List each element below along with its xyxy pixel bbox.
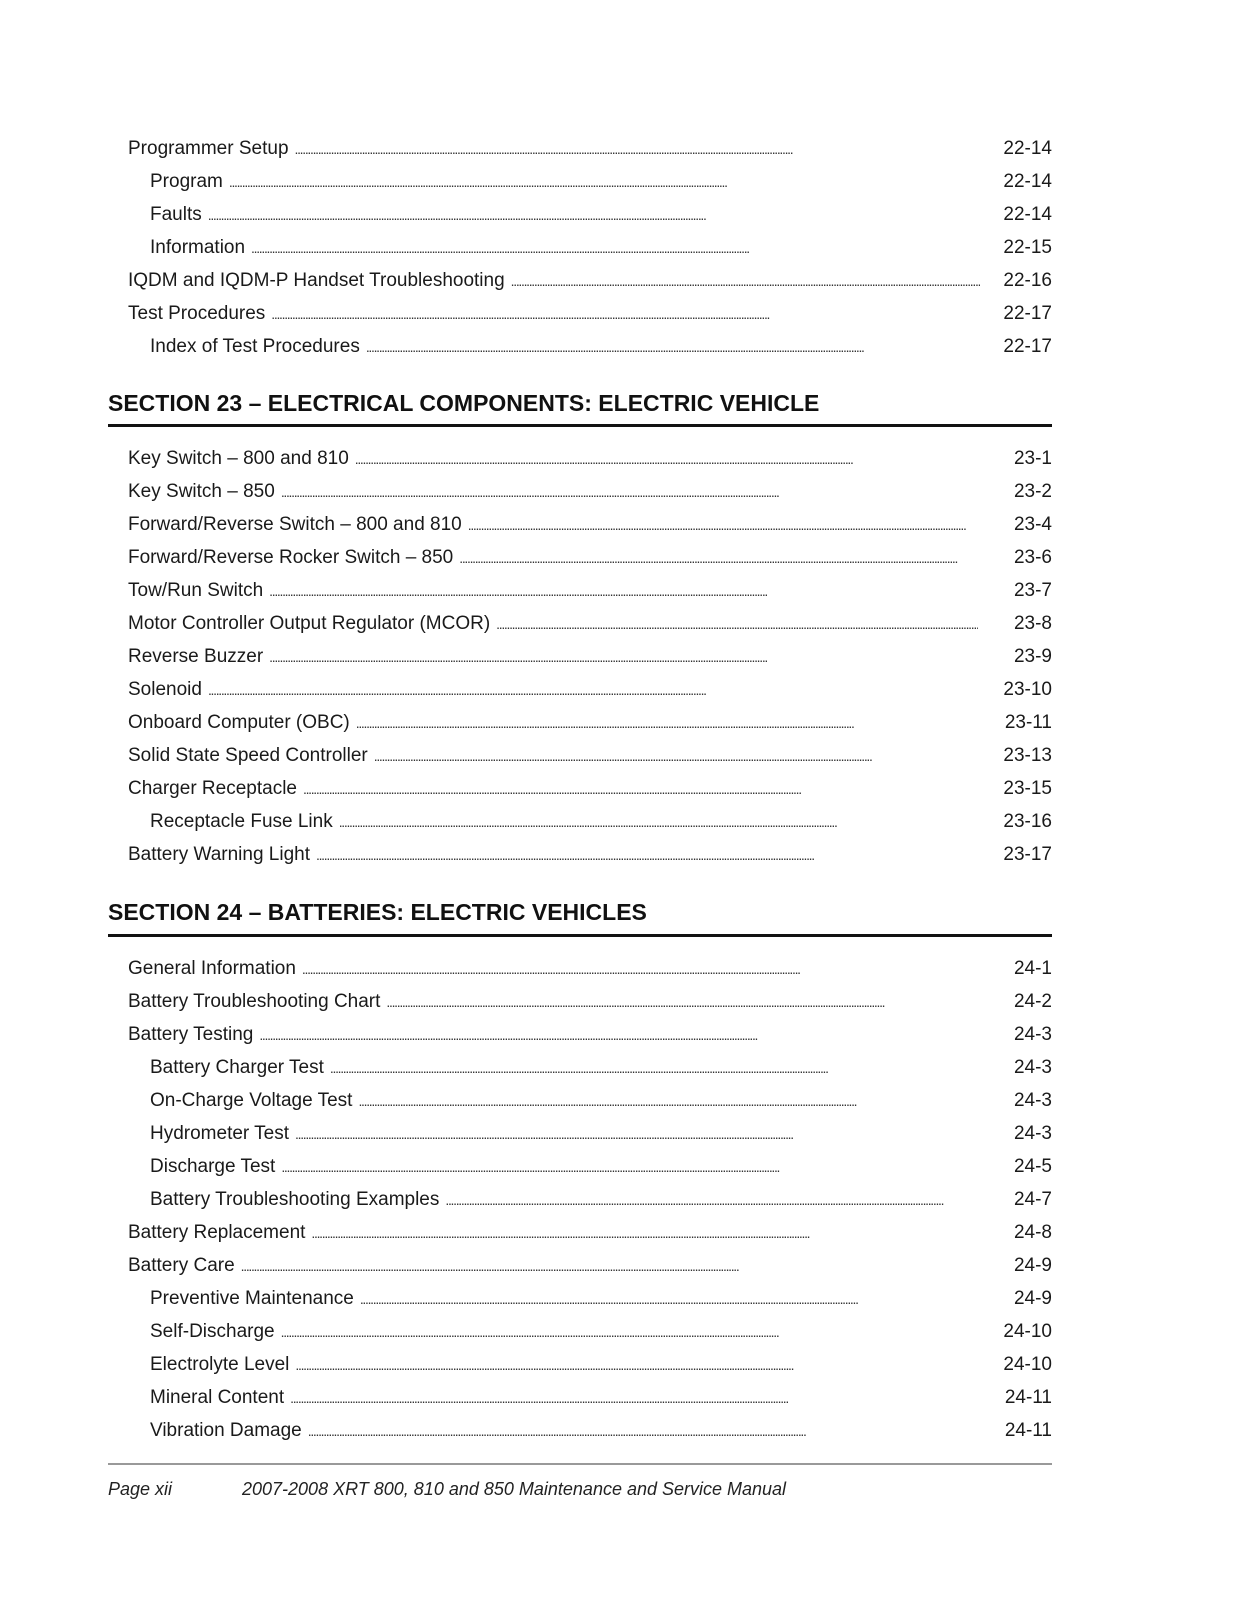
toc-entry-page-number: 23-1 (1013, 448, 1052, 469)
toc-dot-leader (208, 202, 976, 228)
toc-dot-leader (295, 1352, 976, 1378)
toc-dot-leader (308, 1418, 976, 1444)
toc-entry-page-number: 24-11 (1004, 1420, 1052, 1441)
section-23-heading: SECTION 23 – ELECTRICAL COMPONENTS: ELECTRIC VEHICLE (108, 390, 820, 416)
toc-dot-leader (241, 1253, 976, 1279)
toc-entry[interactable] (128, 1022, 1052, 1048)
toc-dot-leader (496, 611, 978, 637)
toc-entry-page-number: 23-9 (1013, 646, 1052, 667)
toc-dot-leader (281, 479, 976, 505)
toc-dot-leader (339, 809, 976, 835)
toc-entry-page-number: 23-7 (1013, 580, 1052, 601)
toc-entry[interactable] (150, 202, 1052, 228)
toc-dot-leader (360, 1286, 976, 1312)
toc-entry-page-number: 23-8 (1013, 613, 1052, 634)
toc-entry[interactable] (150, 1385, 1052, 1411)
footer-rule (108, 1463, 1052, 1465)
toc-entry[interactable] (150, 1055, 1052, 1081)
toc-entry-page-number: 23-15 (1003, 778, 1052, 799)
toc-entry-page-number: 24-1 (1013, 958, 1052, 979)
toc-entry-label: Battery Charger Test (150, 1057, 324, 1078)
toc-dot-leader (269, 578, 976, 604)
toc-entry[interactable] (128, 776, 1052, 802)
toc-entry-label: Receptacle Fuse Link (150, 811, 333, 832)
toc-entry-page-number: 24-3 (1013, 1123, 1052, 1144)
toc-dot-leader (295, 136, 976, 162)
toc-entry-page-number: 22-14 (1003, 171, 1052, 192)
toc-entry[interactable] (128, 446, 1052, 472)
toc-entry-label: Battery Testing (128, 1024, 254, 1045)
section-23-rule (108, 424, 1052, 427)
toc-dot-leader (511, 268, 980, 294)
toc-dot-leader (445, 1187, 976, 1213)
toc-entry[interactable] (150, 1154, 1052, 1180)
toc-entry[interactable] (128, 644, 1052, 670)
toc-entry[interactable] (128, 268, 1052, 294)
toc-entry[interactable] (128, 1220, 1052, 1246)
toc-entry-label: Faults (150, 204, 202, 225)
toc-entry-label: On-Charge Voltage Test (150, 1090, 353, 1111)
toc-entry-page-number: 23-16 (1003, 811, 1052, 832)
toc-entry[interactable] (128, 545, 1052, 571)
toc-entry-label: Program (150, 171, 223, 192)
toc-entry[interactable] (150, 169, 1052, 195)
toc-entry-label: Solid State Speed Controller (128, 745, 368, 766)
toc-entry-page-number: 22-17 (1003, 336, 1052, 357)
toc-entry-label: Battery Replacement (128, 1222, 306, 1243)
toc-entry[interactable] (128, 611, 1052, 637)
toc-entry[interactable] (150, 1352, 1052, 1378)
toc-entry-label: Electrolyte Level (150, 1354, 290, 1375)
toc-entry[interactable] (150, 334, 1052, 360)
toc-entry-page-number: 23-11 (1004, 712, 1052, 733)
toc-dot-leader (303, 776, 976, 802)
toc-entry[interactable] (150, 1319, 1052, 1345)
toc-entry-label: Tow/Run Switch (128, 580, 264, 601)
toc-entry-page-number: 22-17 (1003, 303, 1052, 324)
toc-entry[interactable] (128, 301, 1052, 327)
toc-entry[interactable] (128, 578, 1052, 604)
section-24-heading: SECTION 24 – BATTERIES: ELECTRIC VEHICLES (108, 899, 647, 925)
toc-entry-label: Forward/Reverse Rocker Switch – 850 (128, 547, 454, 568)
toc-entry-page-number: 24-9 (1013, 1255, 1052, 1276)
toc-entry-page-number: 24-3 (1013, 1090, 1052, 1111)
toc-dot-leader (208, 677, 976, 703)
toc-dot-leader (355, 446, 976, 472)
toc-entry-label: Forward/Reverse Switch – 800 and 810 (128, 514, 462, 535)
toc-entry-label: Battery Warning Light (128, 844, 310, 865)
footer-page-label: Page xii (108, 1479, 173, 1499)
toc-entry[interactable] (150, 1187, 1052, 1213)
toc-dot-leader (295, 1121, 976, 1147)
toc-dot-leader (468, 512, 976, 538)
toc-dot-leader (290, 1385, 976, 1411)
toc-entry-page-number: 24-11 (1004, 1387, 1052, 1408)
toc-entry-page-number: 23-10 (1003, 679, 1052, 700)
toc-entry-page-number: 24-3 (1013, 1024, 1052, 1045)
toc-entry[interactable] (128, 743, 1052, 769)
toc-entry-page-number: 23-6 (1013, 547, 1052, 568)
toc-dot-leader (356, 710, 976, 736)
toc-entry-page-number: 22-16 (1003, 270, 1052, 291)
toc-entry-label: Information (150, 237, 246, 258)
toc-entry-page-number: 24-10 (1003, 1321, 1052, 1342)
toc-entry[interactable] (150, 1088, 1052, 1114)
toc-entry[interactable] (128, 989, 1052, 1015)
toc-entry[interactable] (150, 235, 1052, 261)
toc-entry-label: General Information (128, 958, 296, 979)
toc-dot-leader (311, 1220, 976, 1246)
toc-entry-label: Test Procedures (128, 303, 266, 324)
toc-entry-label: Vibration Damage (150, 1420, 302, 1441)
toc-entry[interactable] (128, 956, 1052, 982)
toc-entry-label: Solenoid (128, 679, 202, 700)
toc-dot-leader (302, 956, 976, 982)
toc-entry[interactable] (150, 1286, 1052, 1312)
toc-entry-page-number: 24-7 (1013, 1189, 1052, 1210)
toc-entry-page-number: 23-13 (1003, 745, 1052, 766)
toc-dot-leader (358, 1088, 976, 1114)
toc-dot-leader (386, 989, 976, 1015)
toc-entry-page-number: 24-2 (1013, 991, 1052, 1012)
toc-dot-leader (259, 1022, 976, 1048)
toc-entry[interactable] (150, 809, 1052, 835)
toc-entry[interactable] (128, 842, 1052, 868)
toc-entry-page-number: 23-17 (1003, 844, 1052, 865)
toc-dot-leader (251, 235, 976, 261)
toc-entry-label: Onboard Computer (OBC) (128, 712, 350, 733)
footer-manual-title: 2007-2008 XRT 800, 810 and 850 Maintenance and Service Manual (242, 1479, 787, 1499)
toc-entry-label: Battery Care (128, 1255, 235, 1276)
toc-entry-label: Discharge Test (150, 1156, 276, 1177)
toc-entry-page-number: 23-2 (1013, 481, 1052, 502)
toc-entry-page-number: 22-14 (1003, 138, 1052, 159)
toc-entry-label: Key Switch – 850 (128, 481, 275, 502)
toc-entry-page-number: 24-5 (1013, 1156, 1052, 1177)
toc-entry-page-number: 23-4 (1013, 514, 1052, 535)
toc-entry-label: Hydrometer Test (150, 1123, 290, 1144)
toc-entry-page-number: 22-14 (1003, 204, 1052, 225)
toc-entry-page-number: 22-15 (1003, 237, 1052, 258)
toc-entry[interactable] (128, 677, 1052, 703)
toc-entry-label: Battery Troubleshooting Examples (150, 1189, 440, 1210)
toc-entry[interactable] (150, 1121, 1052, 1147)
toc-entry-label: Mineral Content (150, 1387, 285, 1408)
toc-dot-leader (330, 1055, 976, 1081)
toc-entry[interactable] (128, 1253, 1052, 1279)
toc-entry[interactable] (128, 136, 1052, 162)
toc-dot-leader (316, 842, 976, 868)
toc-dot-leader (366, 334, 976, 360)
toc-entry[interactable] (150, 1418, 1052, 1444)
toc-entry-page-number: 24-10 (1003, 1354, 1052, 1375)
toc-dot-leader (281, 1154, 976, 1180)
toc-dot-leader (271, 301, 976, 327)
toc-dot-leader (269, 644, 976, 670)
toc-entry-label: Index of Test Procedures (150, 336, 360, 357)
toc-entry[interactable] (128, 512, 1052, 538)
toc-entry-page-number: 24-3 (1013, 1057, 1052, 1078)
toc-entry-label: Programmer Setup (128, 138, 289, 159)
toc-entry-label: Self-Discharge (150, 1321, 275, 1342)
toc-entry-label: Charger Receptacle (128, 778, 297, 799)
toc-entry[interactable] (128, 710, 1052, 736)
toc-entry-label: Reverse Buzzer (128, 646, 264, 667)
toc-entry[interactable] (128, 479, 1052, 505)
toc-entry-label: Key Switch – 800 and 810 (128, 448, 349, 469)
toc-dot-leader (229, 169, 976, 195)
toc-entry-label: Battery Troubleshooting Chart (128, 991, 381, 1012)
toc-dot-leader (281, 1319, 976, 1345)
toc-entry-page-number: 24-8 (1013, 1222, 1052, 1243)
toc-entry-label: Motor Controller Output Regulator (MCOR) (128, 613, 491, 634)
toc-dot-leader (459, 545, 976, 571)
toc-entry-page-number: 24-9 (1013, 1288, 1052, 1309)
toc-entry-label: Preventive Maintenance (150, 1288, 354, 1309)
toc-entry-label: IQDM and IQDM-P Handset Troubleshooting (128, 270, 505, 291)
toc-dot-leader (374, 743, 976, 769)
section-24-rule (108, 934, 1052, 937)
